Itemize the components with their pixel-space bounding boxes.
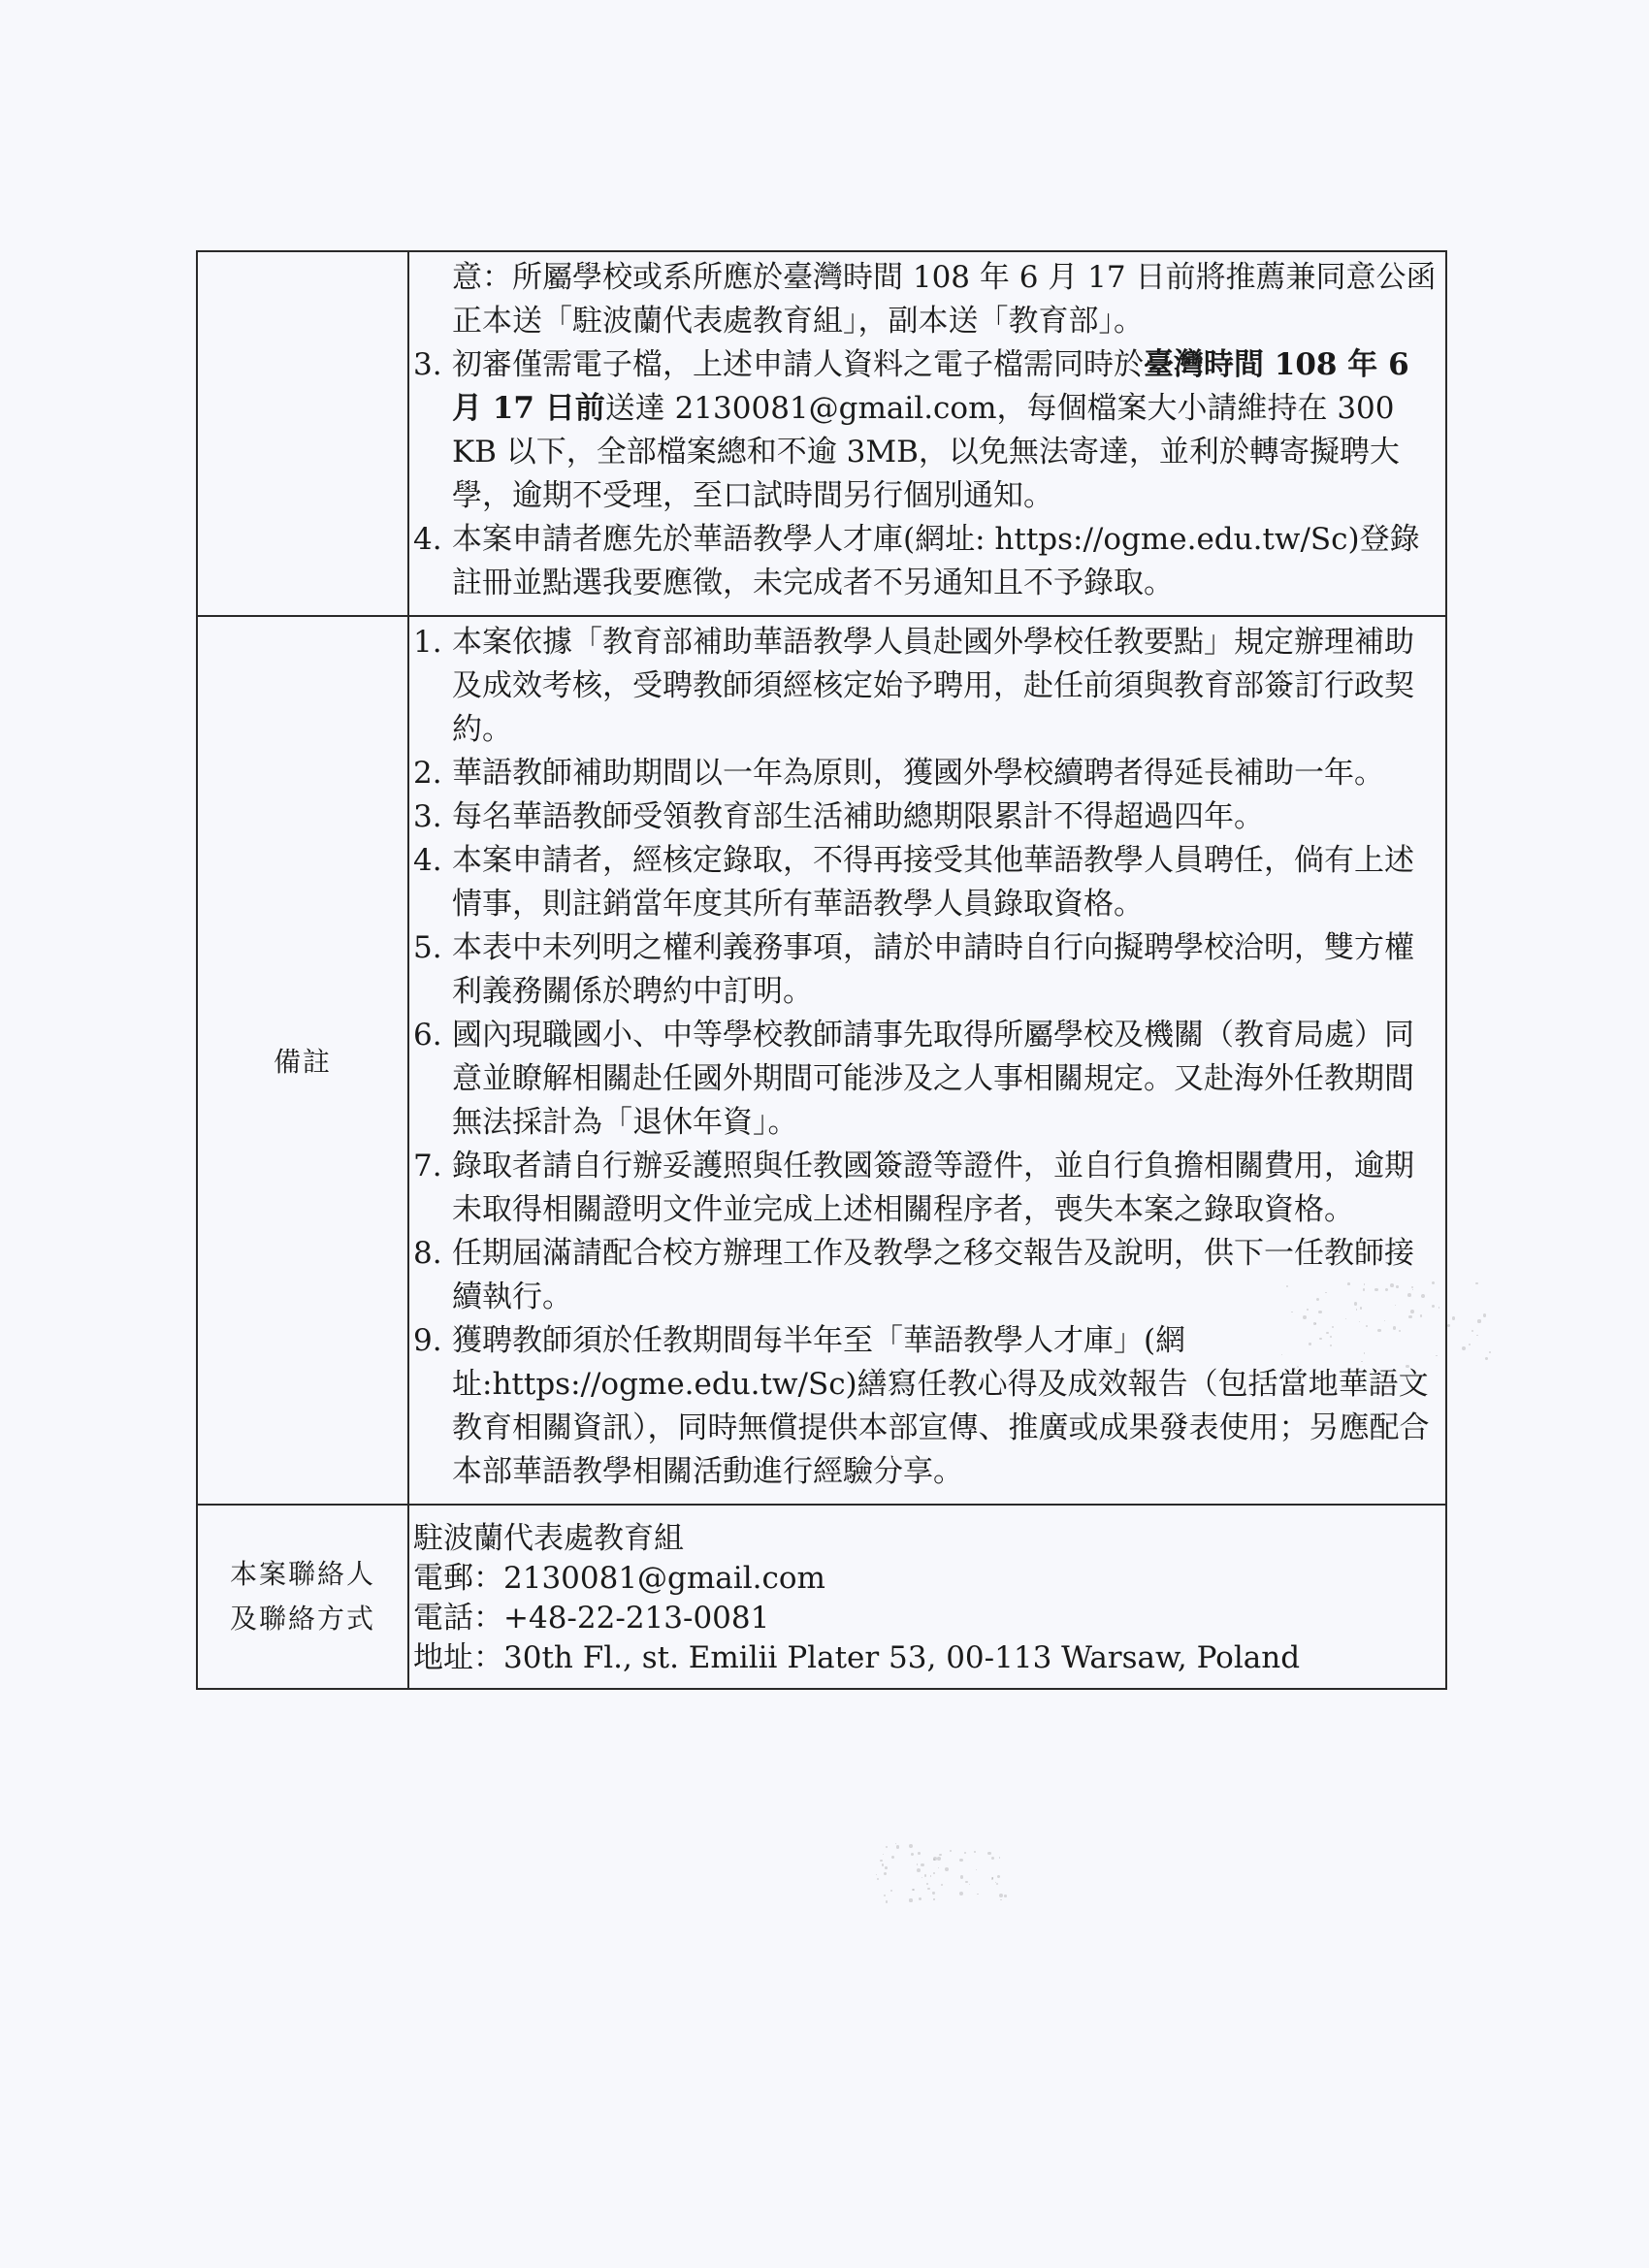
list-item [413, 752, 1439, 795]
continuation-line: 意：所屬學校或系所應於臺灣時間 108 年 6 月 17 日前將推薦兼同意公函 [452, 260, 1437, 295]
scan-speck [927, 1888, 930, 1891]
list-item [413, 1145, 1439, 1232]
item-text [452, 343, 1439, 518]
scan-speck [997, 1875, 1000, 1878]
scan-speck [1330, 1336, 1332, 1338]
scan-speck [1483, 1313, 1487, 1317]
scan-speck [917, 1863, 918, 1864]
contact-label-line: 及聯絡方式 [229, 1603, 375, 1635]
remarks-label: 備註 [197, 616, 408, 1505]
scan-speck [1452, 1316, 1456, 1320]
scan-speck [882, 1863, 884, 1865]
scan-speck [991, 1877, 993, 1879]
scan-speck [1393, 1326, 1396, 1329]
scan-speck [909, 1844, 913, 1848]
scan-speck [1406, 1365, 1408, 1368]
list-item [413, 343, 1439, 518]
scan-speck [891, 1856, 894, 1859]
item-text: 任期屆滿請配合校方辦理工作及教學之移交報告及說明，供下一任教師接續執行。 [452, 1236, 1414, 1314]
scan-speck [1421, 1294, 1425, 1298]
scan-speck [1476, 1335, 1477, 1336]
item-number: 8. [413, 1236, 442, 1271]
scan-speck [913, 1889, 915, 1891]
scan-speck [933, 1898, 934, 1899]
scan-speck [1447, 1324, 1450, 1327]
list-item [413, 621, 1439, 752]
scan-speck [1462, 1346, 1466, 1350]
contact-address: 地址：30th Fl., st. Emilii Plater 53, 00-113 Warsaw, Poland [413, 1640, 1301, 1675]
contact-label-line: 本案聯絡人 [229, 1558, 375, 1590]
scan-speck [996, 1883, 998, 1885]
table-row [197, 251, 1446, 616]
item-text: 本表中未列明之權利義務事項，請於申請時自行向擬聘學校洽明，雙方權利義務關係於聘約中訂明。 [452, 930, 1414, 1009]
item-text: 華語教師補助期間以一年為原則，獲國外學校續聘者得延長補助一年。 [452, 756, 1384, 791]
contact-email: 電郵：2130081@gmail.com [413, 1561, 825, 1596]
contact-cell [408, 1505, 1446, 1689]
table-row [197, 616, 1446, 1505]
table-row [197, 1505, 1446, 1689]
scan-speck [999, 1894, 1003, 1897]
scan-speck [1366, 1325, 1368, 1327]
scan-speck [1313, 1322, 1315, 1324]
item-text: 國內現職國小、中等學校教師請事先取得所屬學校及機關（教育局處）同意並瞭解相關赴任國外期間可能涉及之人事相關規定。又赴海外任教期間無法採計為「退休年資」。 [452, 1018, 1414, 1140]
item-number: 1. [413, 625, 442, 660]
scan-speck [938, 1867, 939, 1868]
continuation-line: 正本送「駐波蘭代表處教育組」，副本送「教育部」。 [452, 304, 1144, 339]
scan-speck [999, 1857, 1000, 1858]
item-text: 獲聘教師須於任教期間每半年至「華語教學人才庫」(網址:https://ogme.edu.tw/Sc)繕寫任教心得及成效報告（包括當地華語文教育相關資訊），同時無償提供本部宣傳、推廣或成果發表使用；另應配合本部華語教學相關活動進行經驗分享。 [452, 1323, 1430, 1489]
scan-speck [877, 1878, 879, 1880]
scan-speck [1408, 1315, 1412, 1319]
scan-speck [1364, 1352, 1365, 1353]
scan-speck [1347, 1282, 1350, 1285]
scan-speck [884, 1895, 886, 1896]
scan-speck [974, 1851, 976, 1853]
list-item [413, 839, 1439, 926]
scan-speck [924, 1874, 926, 1876]
list-item [413, 926, 1439, 1014]
scan-speck [918, 1852, 921, 1855]
item-number: 9. [413, 1323, 442, 1358]
scan-speck [884, 1872, 887, 1875]
scan-speck [933, 1859, 935, 1861]
scan-speck [1004, 1895, 1006, 1896]
scan-speck [1297, 1366, 1299, 1368]
scan-speck [959, 1859, 962, 1862]
item-number: 2. [413, 756, 442, 791]
scan-speck [885, 1866, 888, 1869]
scan-speck [1469, 1344, 1471, 1345]
item-number: 4. [413, 522, 442, 557]
scan-speck [1330, 1345, 1332, 1346]
item-text-pre: 初審僅需電子檔，上述申請人資料之電子檔需同時於 [452, 347, 1144, 382]
item-number: 6. [413, 1018, 442, 1053]
scan-speck [932, 1892, 934, 1894]
scan-speck [896, 1845, 899, 1848]
scan-speck [1432, 1281, 1435, 1284]
scan-speck [1485, 1357, 1488, 1360]
scan-speck [930, 1875, 932, 1877]
scan-speck [939, 1854, 942, 1857]
scan-speck [1363, 1288, 1366, 1291]
scan-speck [976, 1869, 977, 1870]
scan-speck [1477, 1319, 1480, 1322]
scan-speck [911, 1853, 914, 1856]
item-number: 5. [413, 930, 442, 965]
list-item [413, 1014, 1439, 1145]
item-text: 本案申請者應先於華語教學人才庫(網址: https://ogme.edu.tw/Sc)登錄註冊並點選我要應徵，未完成者不另通知且不予錄取。 [452, 522, 1420, 600]
list-item [413, 1319, 1439, 1494]
scan-speck [1407, 1293, 1411, 1297]
item-text-post: 送達 2130081@gmail.com，每個檔案大小請維持在 300 KB 以下，全部檔案總和不逾 3MB，以免無法寄達，並利於轉寄擬聘大學，逾期不受理，至口試時間另行個別通知。 [452, 391, 1400, 513]
scan-speck [1410, 1310, 1414, 1313]
scan-speck [919, 1897, 922, 1900]
scan-speck [1471, 1330, 1473, 1332]
scan-speck [876, 1874, 877, 1875]
scan-speck [950, 1850, 952, 1852]
contact-label [197, 1505, 408, 1689]
scan-speck [991, 1857, 994, 1860]
item-text: 每名華語教師受領教育部生活補助總期限累計不得超過四年。 [452, 799, 1264, 834]
scan-speck [1303, 1315, 1307, 1319]
scan-speck [933, 1872, 935, 1874]
item-number: 3. [413, 799, 442, 834]
scan-speck [880, 1860, 882, 1862]
scan-speck [890, 1890, 892, 1892]
scan-speck [1309, 1343, 1311, 1345]
scan-speck [1374, 1288, 1378, 1292]
list-item [413, 518, 1439, 605]
contact-org: 駐波蘭代表處教育組 [413, 1521, 684, 1556]
scan-speck [965, 1881, 967, 1883]
scan-speck [977, 1894, 979, 1895]
scan-speck [1489, 1351, 1491, 1353]
scan-speck [969, 1884, 970, 1885]
scan-speck [886, 1900, 888, 1902]
scan-speck [964, 1852, 966, 1854]
scan-speck [941, 1884, 943, 1886]
scan-speck [883, 1854, 884, 1855]
scan-speck [1307, 1309, 1309, 1311]
remarks-cell [408, 616, 1446, 1505]
scan-speck [960, 1875, 963, 1878]
item-text: 本案依據「教育部補助華語教學人員赴國外學校任教要點」規定辦理補助及成效考核，受聘教師須經核定始予聘用，赴任前須與教育部簽訂行政契約。 [452, 625, 1414, 747]
item-text: 本案申請者，經核定錄取，不得再接受其他華語教學人員聘任，倘有上述情事，則註銷當年度其所有華語教學人員錄取資格。 [452, 843, 1414, 922]
content-cell [408, 251, 1446, 616]
item-text: 錄取者請自行辦妥護照與任教國簽證等證件，並自行負擔相關費用，逾期未取得相關證明文件並完成上述相關程序者，喪失本案之錄取資格。 [452, 1149, 1414, 1227]
item-number: 7. [413, 1149, 442, 1183]
scan-speck [1000, 1899, 1001, 1900]
scan-speck [917, 1868, 921, 1872]
item-number: 4. [413, 843, 442, 878]
scan-speck [886, 1846, 888, 1848]
scan-speck [945, 1867, 949, 1871]
scan-speck [987, 1852, 990, 1855]
scan-speck [1475, 1282, 1478, 1285]
scan-speck [909, 1898, 912, 1901]
list-item [413, 1232, 1439, 1319]
scan-speck [1377, 1329, 1380, 1332]
item-text-bold: 臺灣時間 108 年 6 月 17 日前 [452, 347, 1409, 426]
scan-speck [921, 1863, 923, 1866]
scan-speck [937, 1857, 941, 1861]
item-number: 3. [413, 347, 442, 382]
scan-speck [926, 1883, 928, 1885]
scan-speck [895, 1843, 896, 1844]
contact-phone: 電話：+48-22-213-0081 [413, 1601, 770, 1636]
scan-speck [1420, 1314, 1423, 1317]
scan-speck [1436, 1355, 1437, 1356]
list-item [413, 795, 1439, 839]
empty-label-cell [197, 251, 408, 616]
document-table [196, 250, 1447, 1690]
scan-speck [959, 1892, 963, 1895]
scan-speck [1396, 1285, 1399, 1288]
